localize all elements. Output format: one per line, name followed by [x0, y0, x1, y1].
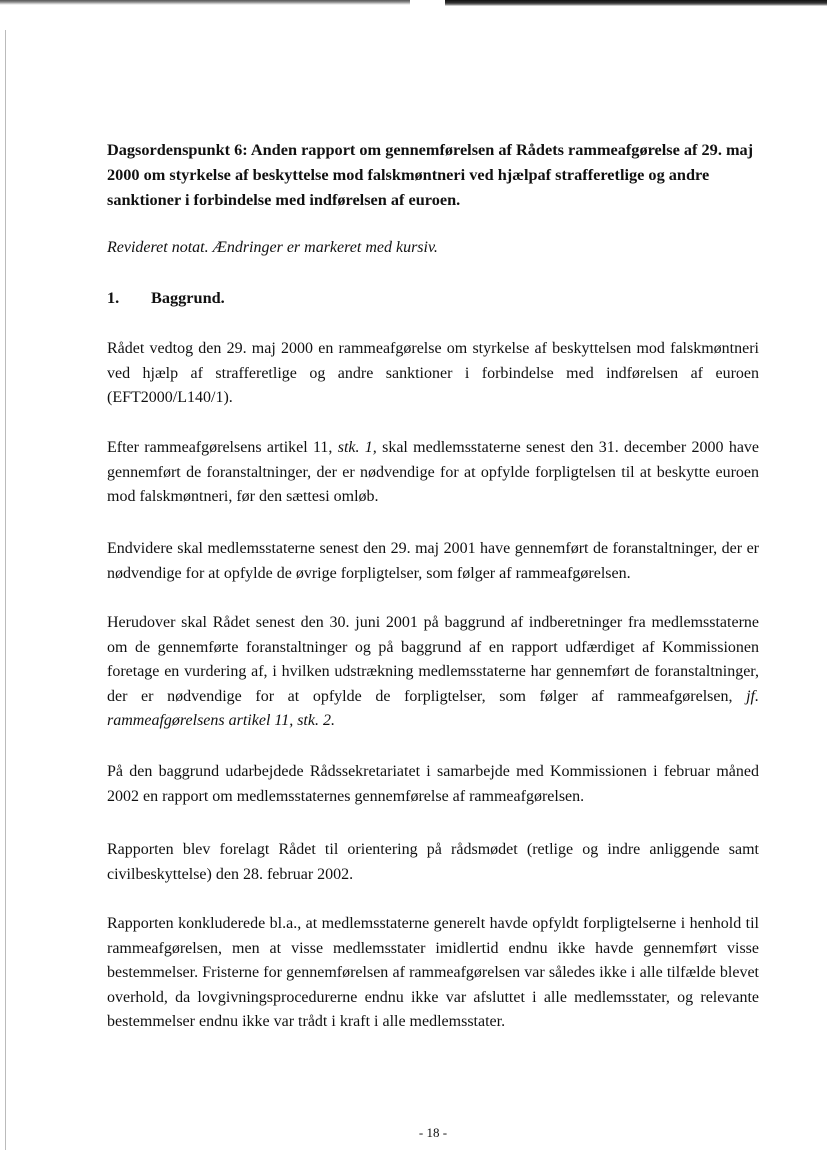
paragraph-5: På den baggrund udarbejdede Rådssekretariatet i samarbejde med Kommissionen i februar måned 2002 en rapport om medlemsstaternes gennemførelse af rammeafgørelsen. [107, 763, 759, 805]
paragraph-6: Rapporten blev forelagt Rådet til orientering på rådsmødet (retlige og indre anliggende samt civilbeskyttelse) den 28. februar 2002. [107, 841, 759, 883]
paragraph-2 [107, 436, 759, 510]
scan-edge-top-right [445, 0, 827, 6]
scan-edge-top-left [0, 0, 410, 5]
paragraph-2-italic: stk. 1, [337, 439, 377, 456]
section-heading [107, 286, 225, 310]
paragraph-4-italic: jf. rammeafgørelsens artikel 11, stk. 2. [107, 687, 759, 730]
paragraph-4-text-a: Herudover skal Rådet senest den 30. juni 2001 på baggrund af indberetninger fra medlemsstaterne om de gennemførte foranstaltninger og på baggrund af en rapport udfærdiget af Kommissionen foretage en vurdering af, i hvilken udstrækning medlemsstaterne har gennemført de foranstaltninger, der er nødvendige for at opfylde de forpligtelser, som følger af rammeafgørelsen, [107, 614, 759, 705]
paragraph-2-text-a: Efter rammeafgørelsens artikel 11, [107, 439, 338, 456]
paragraph-1: Rådet vedtog den 29. maj 2000 en rammeafgørelse om styrkelse af beskyttelsen mod falskmøntneri ved hjælp af strafferetlige og andre sanktioner i forbindelse med indførelsen af euroen (EFT2000/L140/1). [107, 340, 759, 407]
page-number: - 18 - [418, 1125, 448, 1140]
scan-edge-left [5, 30, 6, 1150]
section-title: Baggrund. [151, 288, 225, 307]
paragraph-3: Endvidere skal medlemsstaterne senest den 29. maj 2001 have gennemført de foranstaltninger, der er nødvendige for at opfylde de øvrige forpligtelser, som følger af rammeafgørelsen. [107, 540, 759, 582]
section-number: 1. [107, 288, 120, 307]
paragraph-7: Rapporten konkluderede bl.a., at medlemsstaterne generelt havde opfyldt forpligtelserne i henhold til rammeafgørelsen, men at visse medlemsstater imidlertid endnu ikke havde gennemført visse bestemmelser. Fristerne for gennemførelsen af rammeafgørelsen var således ikke i alle tilfælde blevet overhold, da lovgivningsprocedurerne endnu ikke var afsluttet i alle medlemsstater, og relevante bestemmelser endnu ikke var trådt i kraft i alle medlemsstater. [107, 915, 759, 1031]
revised-note: Revideret notat. Ændringer er markeret med kursiv. [107, 239, 438, 256]
paragraph-4 [107, 611, 759, 734]
paragraph-2-text-c: skal medlemsstaterne senest den 31. december 2000 have gennemført de foranstaltninger, der er nødvendige for at opfylde forpligtelsen til at beskytte euroen mod falskmøntneri, før den sættesi omløb. [107, 439, 760, 506]
document-title: Dagsordenspunkt 6: Anden rapport om gennemførelsen af Rådets rammeafgørelse af 29. maj 2000 om styrkelse af beskyttelse mod falskmøntneri ved hjælpaf strafferetlige og andre sanktioner i forbindelse med indførelsen af euroen. [107, 140, 754, 209]
